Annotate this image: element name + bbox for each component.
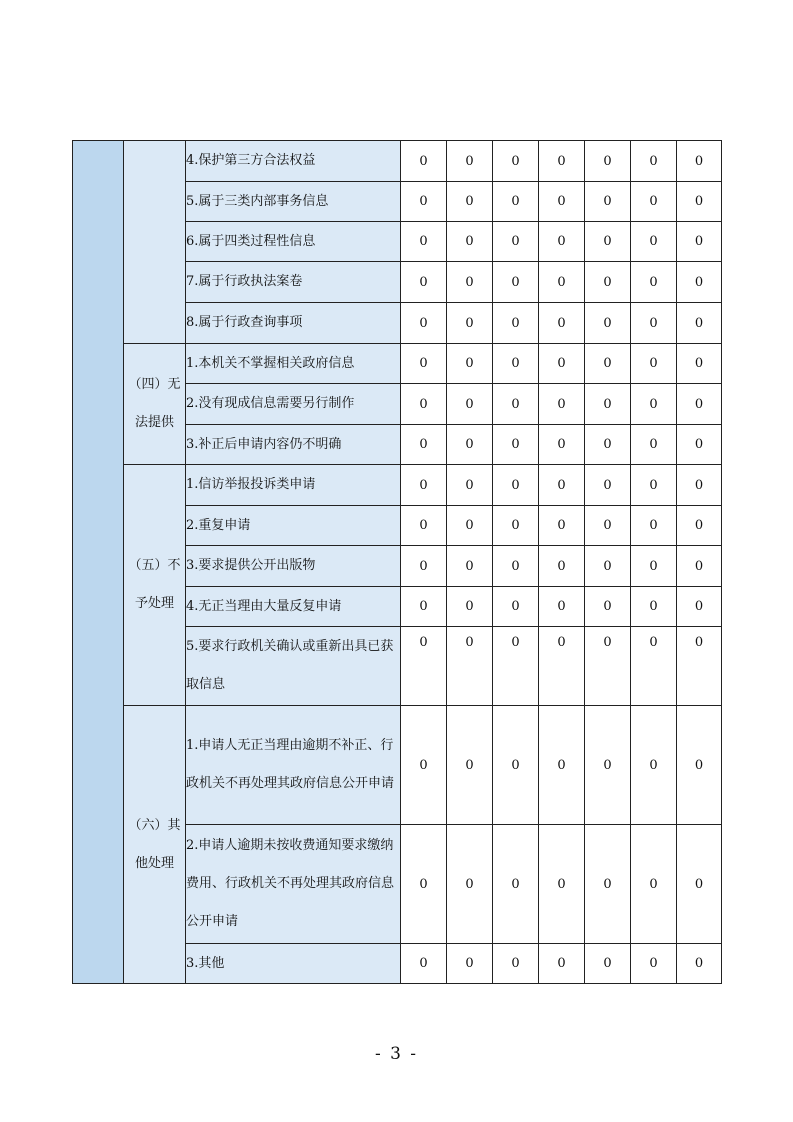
value-cell: 0 (447, 222, 493, 262)
page-number: - 3 - (374, 1044, 419, 1064)
value-cell: 0 (447, 262, 493, 303)
value-cell: 0 (493, 425, 539, 465)
value-cell: 0 (401, 344, 447, 384)
table-row (73, 344, 722, 384)
row-label: 5.属于三类内部事务信息 (186, 182, 401, 222)
value-cell: 0 (585, 303, 631, 344)
value-cell: 0 (493, 627, 539, 706)
value-cell: 0 (677, 546, 722, 587)
value-cell: 0 (401, 303, 447, 344)
table-row (73, 706, 722, 825)
value-cell: 0 (539, 465, 585, 506)
value-cell: 0 (585, 706, 631, 825)
value-cell: 0 (401, 627, 447, 706)
value-cell: 0 (401, 825, 447, 944)
value-cell: 0 (447, 706, 493, 825)
value-cell: 0 (539, 384, 585, 425)
value-cell: 0 (677, 627, 722, 706)
value-cell: 0 (493, 344, 539, 384)
value-cell: 0 (677, 587, 722, 627)
value-cell: 0 (493, 262, 539, 303)
value-cell: 0 (539, 222, 585, 262)
value-cell: 0 (447, 506, 493, 546)
value-cell: 0 (539, 587, 585, 627)
value-cell: 0 (401, 465, 447, 506)
value-cell: 0 (447, 182, 493, 222)
sub-category-cell: （四）无法提供 (124, 344, 186, 465)
value-cell: 0 (539, 262, 585, 303)
statistics-table (72, 140, 722, 984)
row-label: 3.其他 (186, 944, 401, 984)
value-cell: 0 (493, 506, 539, 546)
value-cell: 0 (677, 506, 722, 546)
value-cell: 0 (585, 506, 631, 546)
value-cell: 0 (585, 384, 631, 425)
value-cell: 0 (401, 944, 447, 984)
value-cell: 0 (631, 506, 677, 546)
sub-category-cell (124, 141, 186, 344)
value-cell: 0 (493, 465, 539, 506)
value-cell: 0 (493, 587, 539, 627)
value-cell: 0 (677, 465, 722, 506)
value-cell: 0 (631, 465, 677, 506)
value-cell: 0 (539, 706, 585, 825)
row-label: 1.申请人无正当理由逾期不补正、行政机关不再处理其政府信息公开申请 (186, 706, 401, 825)
value-cell: 0 (401, 262, 447, 303)
value-cell: 0 (401, 384, 447, 425)
value-cell: 0 (585, 425, 631, 465)
row-label: 1.本机关不掌握相关政府信息 (186, 344, 401, 384)
value-cell: 0 (677, 384, 722, 425)
value-cell: 0 (539, 182, 585, 222)
value-cell: 0 (447, 141, 493, 182)
value-cell: 0 (585, 825, 631, 944)
value-cell: 0 (631, 262, 677, 303)
value-cell: 0 (677, 944, 722, 984)
value-cell: 0 (493, 546, 539, 587)
value-cell: 0 (401, 182, 447, 222)
value-cell: 0 (585, 182, 631, 222)
value-cell: 0 (539, 627, 585, 706)
value-cell: 0 (677, 303, 722, 344)
value-cell: 0 (677, 344, 722, 384)
value-cell: 0 (401, 425, 447, 465)
row-label: 5.要求行政机关确认或重新出具已获取信息 (186, 627, 401, 706)
value-cell: 0 (677, 141, 722, 182)
value-cell: 0 (401, 141, 447, 182)
value-cell: 0 (447, 627, 493, 706)
row-label: 4.保护第三方合法权益 (186, 141, 401, 182)
value-cell: 0 (447, 944, 493, 984)
value-cell: 0 (493, 384, 539, 425)
value-cell: 0 (539, 141, 585, 182)
row-label: 2.没有现成信息需要另行制作 (186, 384, 401, 425)
value-cell: 0 (631, 587, 677, 627)
value-cell: 0 (539, 546, 585, 587)
value-cell: 0 (585, 627, 631, 706)
row-label: 7.属于行政执法案卷 (186, 262, 401, 303)
value-cell: 0 (677, 222, 722, 262)
row-label: 2.重复申请 (186, 506, 401, 546)
value-cell: 0 (631, 627, 677, 706)
value-cell: 0 (631, 384, 677, 425)
row-label: 4.无正当理由大量反复申请 (186, 587, 401, 627)
outer-category-cell (73, 141, 124, 984)
value-cell: 0 (631, 222, 677, 262)
value-cell: 0 (585, 344, 631, 384)
row-label: 2.申请人逾期未按收费通知要求缴纳费用、行政机关不再处理其政府信息公开申请 (186, 825, 401, 944)
value-cell: 0 (401, 506, 447, 546)
table-row (73, 141, 722, 182)
value-cell: 0 (447, 344, 493, 384)
value-cell: 0 (585, 465, 631, 506)
value-cell: 0 (677, 706, 722, 825)
value-cell: 0 (401, 587, 447, 627)
value-cell: 0 (631, 546, 677, 587)
value-cell: 0 (447, 546, 493, 587)
value-cell: 0 (585, 141, 631, 182)
value-cell: 0 (539, 506, 585, 546)
row-label: 3.补正后申请内容仍不明确 (186, 425, 401, 465)
value-cell: 0 (631, 303, 677, 344)
value-cell: 0 (447, 465, 493, 506)
value-cell: 0 (631, 182, 677, 222)
value-cell: 0 (401, 546, 447, 587)
row-label: 3.要求提供公开出版物 (186, 546, 401, 587)
value-cell: 0 (585, 222, 631, 262)
value-cell: 0 (493, 825, 539, 944)
value-cell: 0 (631, 825, 677, 944)
value-cell: 0 (539, 825, 585, 944)
value-cell: 0 (493, 944, 539, 984)
value-cell: 0 (493, 222, 539, 262)
value-cell: 0 (585, 262, 631, 303)
value-cell: 0 (631, 944, 677, 984)
value-cell: 0 (677, 425, 722, 465)
row-label: 1.信访举报投诉类申请 (186, 465, 401, 506)
value-cell: 0 (585, 944, 631, 984)
sub-category-cell: （五）不予处理 (124, 465, 186, 706)
value-cell: 0 (631, 344, 677, 384)
value-cell: 0 (401, 222, 447, 262)
row-label: 6.属于四类过程性信息 (186, 222, 401, 262)
value-cell: 0 (493, 706, 539, 825)
value-cell: 0 (493, 141, 539, 182)
value-cell: 0 (447, 425, 493, 465)
row-label: 8.属于行政查询事项 (186, 303, 401, 344)
value-cell: 0 (677, 262, 722, 303)
value-cell: 0 (631, 141, 677, 182)
value-cell: 0 (401, 706, 447, 825)
value-cell: 0 (447, 587, 493, 627)
value-cell: 0 (447, 303, 493, 344)
value-cell: 0 (677, 825, 722, 944)
value-cell: 0 (677, 182, 722, 222)
value-cell: 0 (493, 182, 539, 222)
value-cell: 0 (493, 303, 539, 344)
value-cell: 0 (447, 825, 493, 944)
sub-category-cell: （六）其他处理 (124, 706, 186, 984)
value-cell: 0 (585, 546, 631, 587)
value-cell: 0 (631, 706, 677, 825)
value-cell: 0 (539, 344, 585, 384)
value-cell: 0 (447, 384, 493, 425)
value-cell: 0 (539, 303, 585, 344)
value-cell: 0 (539, 944, 585, 984)
value-cell: 0 (585, 587, 631, 627)
value-cell: 0 (631, 425, 677, 465)
table-row (73, 465, 722, 506)
value-cell: 0 (539, 425, 585, 465)
